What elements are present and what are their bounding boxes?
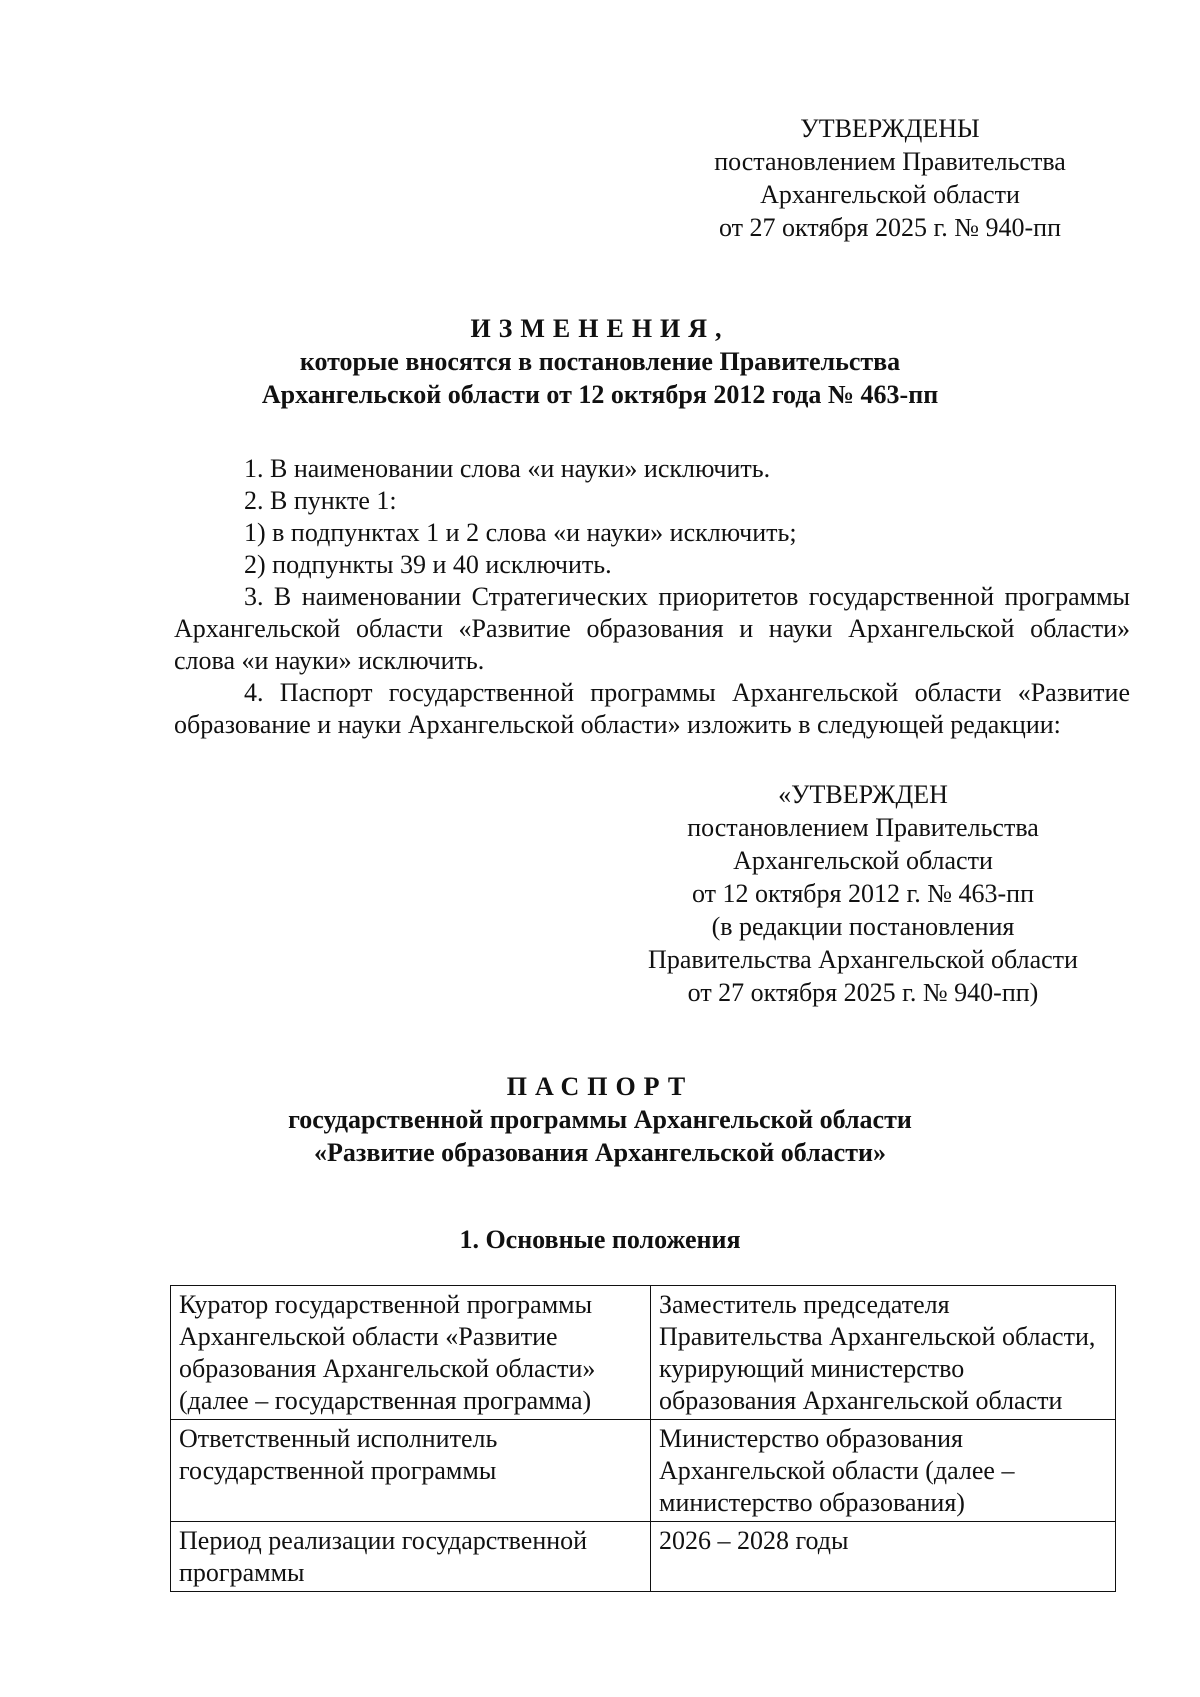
section-heading-text: 1. Основные положения <box>459 1225 741 1254</box>
table-cell-label: Ответственный исполнитель государственной программы <box>171 1420 651 1522</box>
paragraph: 3. В наименовании Стратегических приоритетов государственной программы Архангельской области «Развитие образования и науки Архангельской области» слова «и науки» исключить. <box>174 582 1130 675</box>
table-cell-value: Заместитель председателя Правительства Архангельской области, курирующий министерство образования Архангельской области <box>651 1286 1116 1420</box>
table-cell-value: Министерство образования Архангельской области (далее – министерство образования) <box>651 1420 1116 1522</box>
passport-table <box>170 1285 1116 1592</box>
approval-block <box>628 778 1098 1009</box>
approval-block-line: Архангельской области <box>733 846 993 875</box>
approval-line: Архангельской области <box>760 180 1020 209</box>
body-paragraphs <box>174 453 1130 741</box>
paragraph: 1. В наименовании слова «и науки» исключить. <box>244 454 771 483</box>
paragraph: 2. В пункте 1: <box>244 486 397 515</box>
approval-block-line: от 27 октября 2025 г. № 940-пп) <box>687 978 1039 1007</box>
approval-block-line: от 12 октября 2012 г. № 463-пп <box>692 879 1034 908</box>
table-row <box>171 1286 1116 1420</box>
changes-title <box>0 312 1200 411</box>
passport-heading: ПАСПОРТ <box>506 1072 694 1101</box>
table-cell-label: Куратор государственной программы Архангельской области «Развитие образования Архангельской области» (далее – государственная программа) <box>171 1286 651 1420</box>
table-cell-value: 2026 – 2028 годы <box>651 1522 1116 1592</box>
table-row <box>171 1522 1116 1592</box>
changes-subtitle-line: Архангельской области от 12 октября 2012 года № 463-пп <box>261 380 939 409</box>
changes-subtitle-line: которые вносятся в постановление Правительства <box>299 347 901 376</box>
approval-block-line: постановлением Правительства <box>687 813 1039 842</box>
table-cell-label: Период реализации государственной программы <box>171 1522 651 1592</box>
paragraph: 4. Паспорт государственной программы Архангельской области «Развитие образование и науки Архангельской области» изложить в следующей редакции: <box>174 678 1130 739</box>
passport-subtitle-line: государственной программы Архангельской области <box>288 1105 912 1134</box>
paragraph: 1) в подпунктах 1 и 2 слова «и науки» исключить; <box>244 518 797 547</box>
passport-title <box>0 1070 1200 1169</box>
approval-line: от 27 октября 2025 г. № 940-пп <box>719 213 1061 242</box>
section-heading <box>0 1223 1200 1256</box>
paragraph: 2) подпункты 39 и 40 исключить. <box>244 550 612 579</box>
changes-heading: ИЗМЕНЕНИЯ, <box>470 314 730 343</box>
table-row <box>171 1420 1116 1522</box>
passport-subtitle-line: «Развитие образования Архангельской области» <box>314 1138 886 1167</box>
approval-block-line: Правительства Архангельской области <box>648 945 1078 974</box>
approval-line: УТВЕРЖДЕНЫ <box>800 114 980 143</box>
approval-block-line: «УТВЕРЖДЕН <box>778 780 948 809</box>
approval-stamp-header <box>680 112 1100 244</box>
approval-block-line: (в редакции постановления <box>711 912 1015 941</box>
approval-line: постановлением Правительства <box>714 147 1066 176</box>
